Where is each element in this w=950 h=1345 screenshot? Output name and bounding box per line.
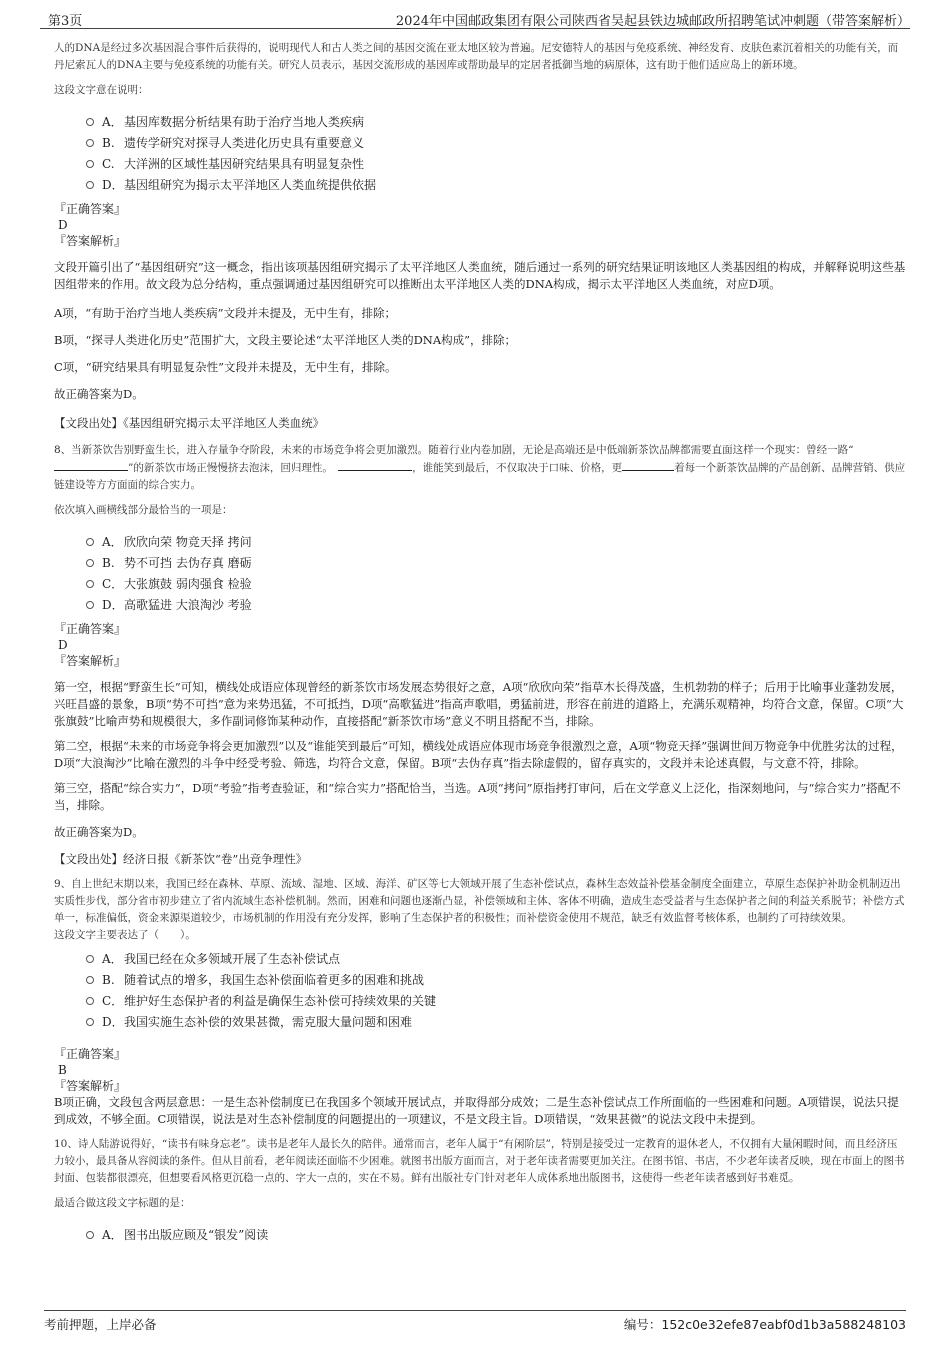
- radio-icon[interactable]: [86, 538, 94, 546]
- q9-question: 这段文字主要表达了（ ）。: [54, 929, 196, 941]
- q7-answer: D: [58, 218, 68, 232]
- q7-analysis-2: A项，“有助于治疗当地人类疾病”文段并未提及，无中生有，排除；: [54, 306, 397, 320]
- radio-icon[interactable]: [86, 139, 94, 147]
- q9-answer: B: [58, 1063, 67, 1077]
- footer-slogan: 考前押题，上岸必备: [44, 1317, 157, 1332]
- q8-answer: D: [58, 638, 68, 652]
- q9-option-a[interactable]: A． 我国已经在众多领域开展了生态补偿试点: [86, 948, 906, 969]
- q9-option-c[interactable]: C． 维护好生态保护者的利益是确保生态补偿可持续效果的关键: [86, 990, 906, 1011]
- q7-question: 这段文字意在说明：: [54, 84, 149, 96]
- q7-option-a[interactable]: A． 基因库数据分析结果有助于治疗当地人类疾病: [86, 111, 906, 132]
- q7-options: [86, 111, 906, 195]
- q7-answer-label: 『正确答案』: [54, 202, 127, 216]
- q9-stem: 9、自上世纪末期以来，我国已经在森林、草原、流域、湿地、区域、海洋、矿区等七大领域开展了生态补偿试点，森林生态效益补偿基金制度全面建立，草原生态保护补助金机制迈出实质性步伐，部分省市初步建立了省内流域生态补偿机制。然而，困难和问题也逐渐凸显，补偿领域和主体、客体不明确，造成生态受益者与生态保护者之间的利益关系脱节；补偿方式单一，标准偏低，资金来源渠道较少，市场机制的作用没有充分发挥，影响了生态保护者的积极性；而补偿资金使用不规范，缺乏有效监督考核体系，也制约了可持续效果。: [54, 878, 905, 924]
- q8-source: 【文段出处】经济日报《新茶饮“卷”出竞争理性》: [54, 852, 308, 866]
- q9-analysis-1: B项正确，文段包含两层意思：一是生态补偿制度已在我国多个领域开展试点，并取得部分成效；二是生态补偿试点工作所面临的一些困难和问题。A项错误，说法只提到成效，不够全面。C项错误，说法是对生态补偿制度的问题提出的一项建议，不是文段主旨。D项错误，“效果甚微”的说法文段中未提到。: [54, 1095, 899, 1126]
- q9-answer-label: 『正确答案』: [54, 1047, 127, 1061]
- blank-2[interactable]: [338, 459, 412, 471]
- radio-icon[interactable]: [86, 118, 94, 126]
- radio-icon[interactable]: [86, 580, 94, 588]
- q9-option-d[interactable]: D． 我国实施生态补偿的效果甚微，需克服大量问题和困难: [86, 1011, 906, 1032]
- q8-answer-label: 『正确答案』: [54, 622, 127, 636]
- q8-analysis-4: 故正确答案为D。: [54, 825, 144, 839]
- q8-option-c[interactable]: C． 大张旗鼓 弱肉强食 检验: [86, 573, 906, 594]
- document-body: [54, 40, 906, 1245]
- radio-icon[interactable]: [86, 997, 94, 1005]
- q7-analysis-4: C项，“研究结果具有明显复杂性”文段并未提及，无中生有，排除。: [54, 360, 397, 374]
- q8-analysis-3: 第三空，搭配“综合实力”，D项“考验”指考查验证，和“综合实力”搭配恰当，当选。A项“拷问”原指拷打审问，后在文学意义上泛化，指深刻地问，与“综合实力”搭配不当，排除。: [54, 781, 901, 812]
- q8-analysis-label: 『答案解析』: [54, 654, 127, 668]
- radio-icon[interactable]: [86, 955, 94, 963]
- blank-1[interactable]: [54, 459, 128, 471]
- q10-question: 最适合做这段文字标题的是：: [54, 1197, 191, 1209]
- q10-stem: 10、诗人陆游说得好，“读书有味身忘老”。读书是老年人最长久的陪伴。通常而言，老年人属于“有闲阶层”，特别是接受过一定教育的退休老人，不仅拥有大量闲暇时间，而且经济压力较小，最具备从容阅读的条件。但从目前看，老年阅读还面临不少困难。就图书出版方面而言，对于老年读者需要更加关注。在图书馆、书店，不少老年读者反映，现在市面上的图书封面、包装都很漂亮，但想要看风格更沉稳一点的、字大一点的，实在不易。鲜有出版社专门针对老年人成体系地出版图书，这使得一些老年读者感到好书难觅。: [54, 1138, 905, 1184]
- q8-options: [86, 531, 906, 615]
- radio-icon[interactable]: [86, 559, 94, 567]
- radio-icon[interactable]: [86, 976, 94, 984]
- q7-option-d[interactable]: D． 基因组研究为揭示太平洋地区人类血统提供依据: [86, 174, 906, 195]
- q7-source: 【文段出处】《基因组研究揭示太平洋地区人类血统》: [54, 416, 325, 430]
- q8-question: 依次填入画横线部分最恰当的一项是：: [54, 504, 233, 516]
- radio-icon[interactable]: [86, 1018, 94, 1026]
- q10-options: [86, 1224, 906, 1245]
- q8-option-d[interactable]: D． 高歌猛进 大浪淘沙 考验: [86, 594, 906, 615]
- q7-analysis-5: 故正确答案为D。: [54, 387, 144, 401]
- q9-options: [86, 948, 906, 1032]
- q9-analysis-label: 『答案解析』: [54, 1079, 127, 1093]
- q7-analysis-1: 文段开篇引出了“基因组研究”这一概念，指出该项基因组研究揭示了太平洋地区人类血统，随后通过一系列的研究结果证明该地区人类基因组的构成，并解释说明这些基因组带来的作用。故文段为总分结构，重点强调通过基因组研究可以推断出太平洋地区人类的DNA构成，揭示太平洋地区人类血统，对应D项。: [54, 260, 906, 291]
- q8-analysis-2: 第二空，根据“未来的市场竞争将会更加激烈”以及“谁能笑到最后”可知，横线处成语应体现市场竞争很激烈之意，A项“物竞天择”强调世间万物竞争中优胜劣汰的过程，D项“大浪淘沙”比喻在激烈的斗争中经受考验、筛选，均符合文意，保留。B项“去伪存真”指去除虚假的，留存真实的，文段并未论述真假，与文意不符，排除。: [54, 739, 903, 770]
- q8-stem: 8、当新茶饮告别野蛮生长，进入存量争夺阶段，未来的市场竞争将会更加激烈。随着行业内卷加剧，无论是高端还是中低端新茶饮品牌都需要直面这样一个现实：曾经一路“”的新茶饮市场正慢慢挤去泡沫，回归理性。 ，谁能笑到最后，不仅取决于口味、价格，更 着每一个新茶饮品牌的产品创新、品牌营销、供应链建设等方方面面的综合实力。: [54, 444, 906, 491]
- q9-option-b[interactable]: B. 随着试点的增多，我国生态补偿面临着更多的困难和挑战: [86, 969, 906, 990]
- q7-passage: 人的DNA是经过多次基因混合事件后获得的，说明现代人和古人类之间的基因交流在亚太地区较为普遍。尼安德特人的基因与免疫系统、神经发育、皮肤色素沉着相关的功能有关，而丹尼索瓦人的DNA主要与免疫系统的功能有关。研究人员表示，基因交流形成的基因库或帮助最早的定居者抵御当地的病原体，这有助于他们适应岛上的新环境。: [54, 42, 899, 71]
- q8-analysis-1: 第一空，根据“野蛮生长”可知，横线处成语应体现曾经的新茶饮市场发展态势很好之意，A项“欣欣向荣”指草木长得茂盛，生机勃勃的样子；后用于比喻事业蓬勃发展，兴旺昌盛的景象，B项“势不可挡”意为来势迅猛，不可抵挡，D项“高歌猛进”指高声歌唱，勇猛前进，形容在前进的道路上，充满乐观精神，均符合文意，保留。C项“大张旗鼓”比喻声势和规模很大，多作副词修饰某种动作，直接搭配“新茶饮市场”意义不明且搭配不当，排除。: [54, 680, 904, 728]
- radio-icon[interactable]: [86, 1231, 94, 1239]
- document-title: 2024年中国邮政集团有限公司陕西省吴起县铁边城邮政所招聘笔试冲刺题（带答案解析）: [395, 14, 910, 29]
- page-header: [40, 6, 910, 29]
- blank-3[interactable]: [622, 459, 674, 471]
- q7-option-b[interactable]: B. 遗传学研究对探寻人类进化历史具有重要意义: [86, 132, 906, 153]
- q7-analysis-label: 『答案解析』: [54, 234, 127, 248]
- page-footer: [44, 1310, 906, 1331]
- radio-icon[interactable]: [86, 181, 94, 189]
- page-number: 第3页: [48, 14, 83, 29]
- q8-option-b[interactable]: B. 势不可挡 去伪存真 磨砺: [86, 552, 906, 573]
- q7-analysis-3: B项，“探寻人类进化历史”范围扩大，文段主要论述“太平洋地区人类的DNA构成”，排除；: [54, 333, 517, 347]
- q7-option-c[interactable]: C. 大洋洲的区域性基因研究结果具有明显复杂性: [86, 153, 906, 174]
- q8-option-a[interactable]: A． 欣欣向荣 物竞天择 拷问: [86, 531, 906, 552]
- radio-icon[interactable]: [86, 601, 94, 609]
- document-code: 编号：152c0e32efe87eabf0d1b3a588248103: [623, 1317, 906, 1332]
- radio-icon[interactable]: [86, 160, 94, 168]
- q10-option-a[interactable]: A． 图书出版应顾及“银发”阅读: [86, 1224, 906, 1245]
